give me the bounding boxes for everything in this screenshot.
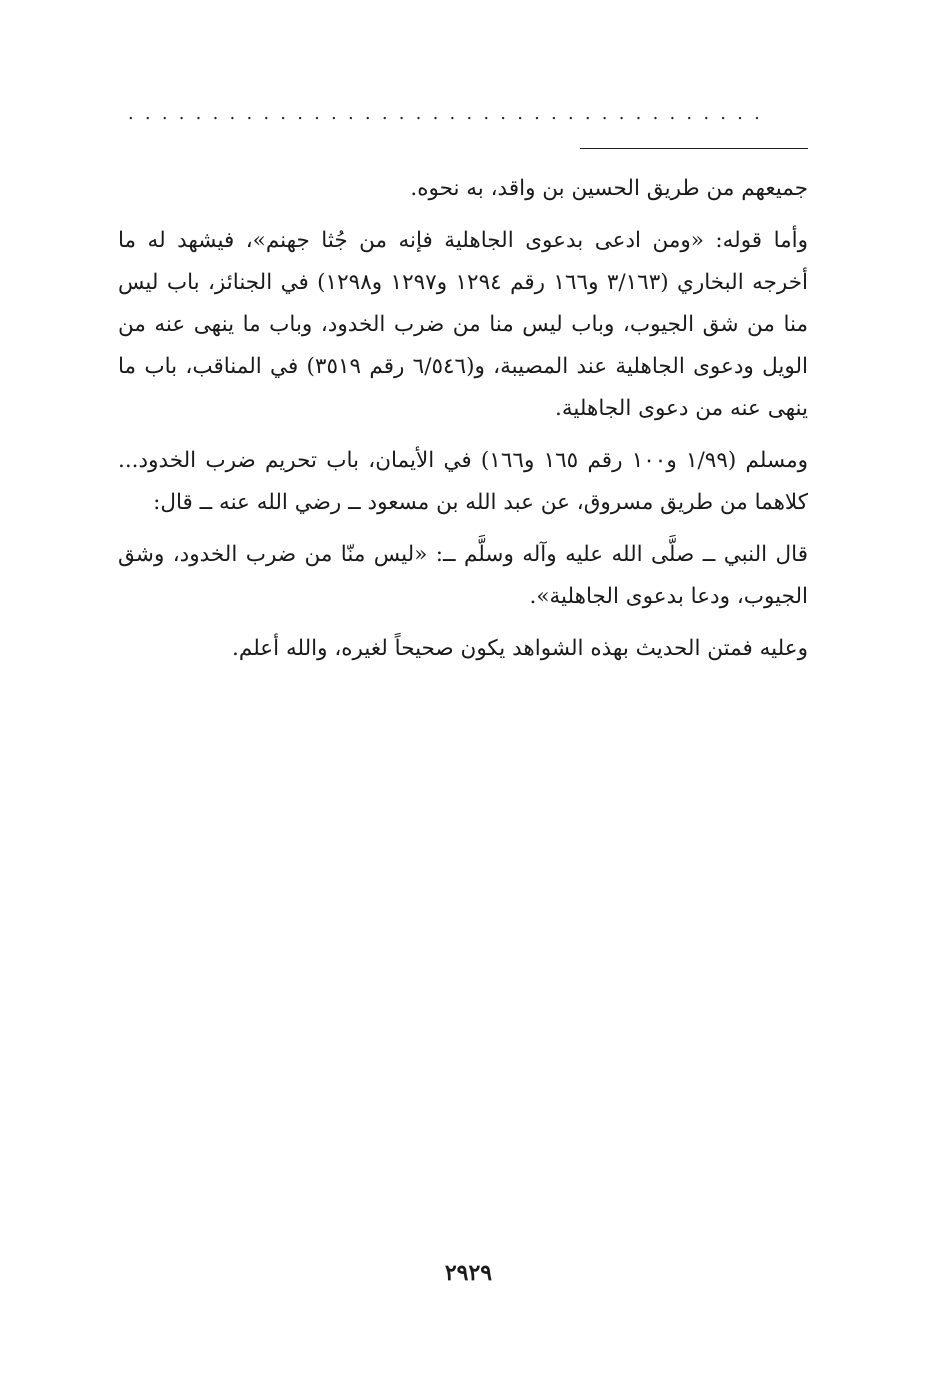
paragraph-1: جميعهم من طريق الحسين بن واقد، به نحوه. bbox=[410, 176, 808, 201]
dotted-separator: ...................................... bbox=[128, 104, 772, 124]
paragraph-4: قال النبي ــ صلَّى الله عليه وآله وسلَّم ــ: «ليس منّا من ضرب الخدود، وشق الجيوب، ودعا بدعوى الجاهلية». bbox=[118, 542, 808, 609]
footnote-rule bbox=[580, 148, 808, 149]
paragraph-3: ومسلم (١/٩٩ و١٠٠ رقم ١٦٥ و١٦٦) في الأيمان، باب تحريم ضرب الخدود... كلاهما من طريق مسروق، عن عبد الله بن مسعود ــ رضي الله عنه ــ قال: bbox=[118, 448, 809, 515]
page-number: ٢٩٢٩ bbox=[444, 1260, 493, 1286]
paragraph-5: وعليه فمتن الحديث بهذه الشواهد يكون صحيحاً لغيره، والله أعلم. bbox=[232, 636, 808, 661]
footnote-text bbox=[118, 168, 808, 680]
paragraph-2: وأما قوله: «ومن ادعى بدعوى الجاهلية فإنه من جُثا جهنم»، فيشهد له ما أخرجه البخاري (٣/١٦٣ و١٦٦ رقم ١٢٩٤ و١٢٩٧ و١٢٩٨) في الجنائز، باب ليس منا من شق الجيوب، وباب ليس منا من ضرب الخدود، وباب ما ينهى عنه من الويل ودعوى الجاهلية عند المصيبة، و(٦/٥٤٦ رقم ٣٥١٩) في المناقب، باب ما ينهى عنه من دعوى الجاهلية. bbox=[118, 228, 809, 421]
